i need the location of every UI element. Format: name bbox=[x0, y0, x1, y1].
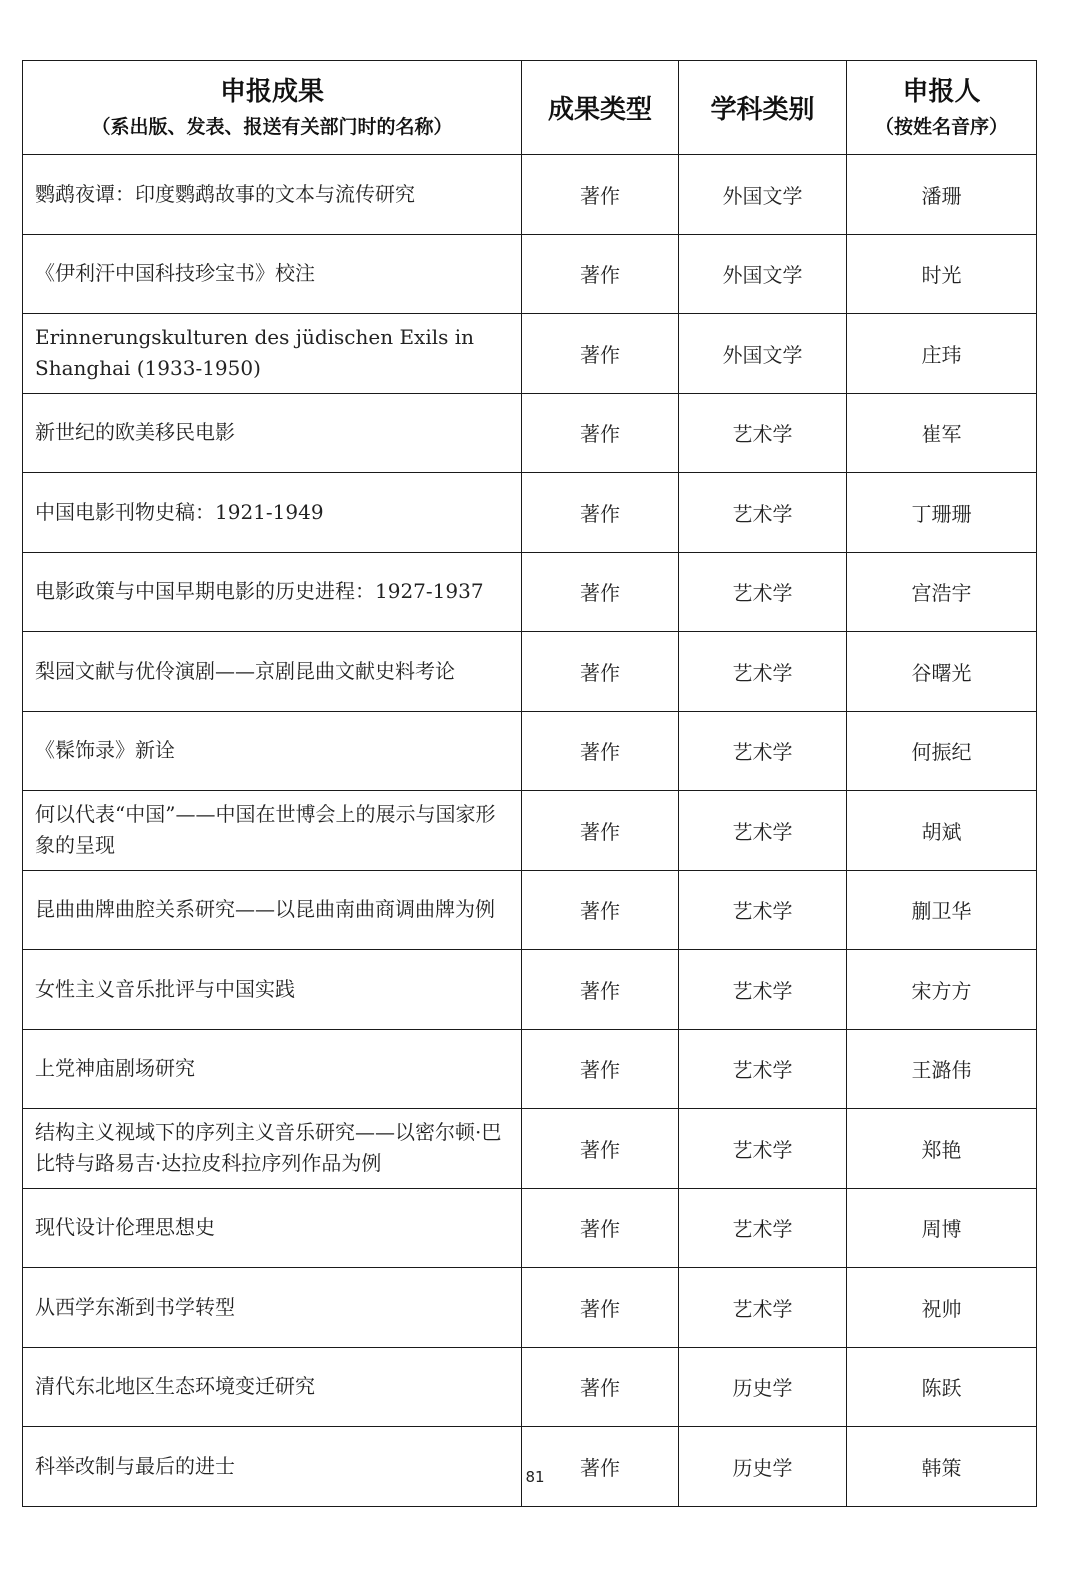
cell-type: 著作 bbox=[522, 950, 679, 1030]
table-row bbox=[23, 314, 1037, 394]
table-row bbox=[23, 1109, 1037, 1189]
cell-title: 新世纪的欧美移民电影 bbox=[23, 393, 522, 473]
cell-discipline: 外国文学 bbox=[679, 155, 847, 235]
header-applicant-main: 申报人 bbox=[902, 76, 981, 107]
cell-discipline: 艺术学 bbox=[679, 791, 847, 871]
cell-title: 现代设计伦理思想史 bbox=[23, 1188, 522, 1268]
cell-title: 中国电影刊物史稿：1921-1949 bbox=[23, 473, 522, 553]
table-row bbox=[23, 552, 1037, 632]
cell-discipline: 艺术学 bbox=[679, 473, 847, 553]
cell-applicant: 蒯卫华 bbox=[847, 870, 1037, 950]
cell-type: 著作 bbox=[522, 1427, 679, 1507]
cell-discipline: 艺术学 bbox=[679, 632, 847, 712]
cell-type: 著作 bbox=[522, 870, 679, 950]
table-row bbox=[23, 1188, 1037, 1268]
table-row bbox=[23, 1029, 1037, 1109]
cell-type: 著作 bbox=[522, 155, 679, 235]
cell-discipline: 历史学 bbox=[679, 1427, 847, 1507]
cell-title: 梨园文献与优伶演剧——京剧昆曲文献史料考论 bbox=[23, 632, 522, 712]
page-number: 81 bbox=[525, 1468, 545, 1486]
cell-applicant: 崔军 bbox=[847, 393, 1037, 473]
cell-type: 著作 bbox=[522, 393, 679, 473]
cell-title: 《伊利汗中国科技珍宝书》校注 bbox=[23, 234, 522, 314]
table-row bbox=[23, 632, 1037, 712]
cell-title: 从西学东渐到书学转型 bbox=[23, 1268, 522, 1348]
cell-title: 鹦鹉夜谭：印度鹦鹉故事的文本与流传研究 bbox=[23, 155, 522, 235]
table-row bbox=[23, 473, 1037, 553]
cell-applicant: 周博 bbox=[847, 1188, 1037, 1268]
cell-title: 电影政策与中国早期电影的历史进程：1927-1937 bbox=[23, 552, 522, 632]
cell-type: 著作 bbox=[522, 1188, 679, 1268]
cell-type: 著作 bbox=[522, 791, 679, 871]
table-row bbox=[23, 155, 1037, 235]
cell-applicant: 王潞伟 bbox=[847, 1029, 1037, 1109]
header-title-main: 申报成果 bbox=[219, 76, 324, 107]
cell-discipline: 艺术学 bbox=[679, 1188, 847, 1268]
cell-applicant: 祝帅 bbox=[847, 1268, 1037, 1348]
header-title bbox=[23, 61, 522, 155]
cell-applicant: 韩策 bbox=[847, 1427, 1037, 1507]
header-discipline: 学科类别 bbox=[679, 61, 847, 155]
cell-discipline: 艺术学 bbox=[679, 870, 847, 950]
cell-applicant: 郑艳 bbox=[847, 1109, 1037, 1189]
achievement-table bbox=[22, 60, 1037, 1507]
table-row bbox=[23, 711, 1037, 791]
cell-applicant: 陈跃 bbox=[847, 1347, 1037, 1427]
cell-applicant: 丁珊珊 bbox=[847, 473, 1037, 553]
cell-applicant: 何振纪 bbox=[847, 711, 1037, 791]
cell-applicant: 胡斌 bbox=[847, 791, 1037, 871]
cell-type: 著作 bbox=[522, 1347, 679, 1427]
cell-title: 《髹饰录》新诠 bbox=[23, 711, 522, 791]
table-row bbox=[23, 870, 1037, 950]
header-applicant bbox=[847, 61, 1037, 155]
header-type: 成果类型 bbox=[522, 61, 679, 155]
header-applicant-sub: （按姓名音序） bbox=[874, 115, 1008, 138]
cell-discipline: 历史学 bbox=[679, 1347, 847, 1427]
cell-applicant: 宫浩宇 bbox=[847, 552, 1037, 632]
table-row bbox=[23, 393, 1037, 473]
cell-discipline: 外国文学 bbox=[679, 234, 847, 314]
cell-applicant: 时光 bbox=[847, 234, 1037, 314]
header-title-sub: （系出版、发表、报送有关部门时的名称） bbox=[91, 115, 453, 138]
cell-discipline: 艺术学 bbox=[679, 711, 847, 791]
cell-applicant: 宋方方 bbox=[847, 950, 1037, 1030]
cell-title: 科举改制与最后的进士 bbox=[23, 1427, 522, 1507]
cell-discipline: 艺术学 bbox=[679, 950, 847, 1030]
cell-type: 著作 bbox=[522, 711, 679, 791]
table-row bbox=[23, 950, 1037, 1030]
cell-type: 著作 bbox=[522, 473, 679, 553]
cell-type: 著作 bbox=[522, 314, 679, 394]
table-header-row bbox=[23, 61, 1037, 155]
table-row bbox=[23, 1427, 1037, 1507]
cell-type: 著作 bbox=[522, 1109, 679, 1189]
cell-title: Erinnerungskulturen des jüdischen Exils in Shanghai (1933-1950) bbox=[23, 314, 522, 394]
cell-type: 著作 bbox=[522, 1029, 679, 1109]
cell-discipline: 艺术学 bbox=[679, 1109, 847, 1189]
cell-title: 结构主义视域下的序列主义音乐研究——以密尔顿·巴比特与路易吉·达拉皮科拉序列作品为例 bbox=[23, 1109, 522, 1189]
cell-type: 著作 bbox=[522, 1268, 679, 1348]
cell-discipline: 艺术学 bbox=[679, 393, 847, 473]
cell-applicant: 潘珊 bbox=[847, 155, 1037, 235]
cell-discipline: 艺术学 bbox=[679, 552, 847, 632]
cell-discipline: 艺术学 bbox=[679, 1029, 847, 1109]
cell-title: 清代东北地区生态环境变迁研究 bbox=[23, 1347, 522, 1427]
cell-title: 女性主义音乐批评与中国实践 bbox=[23, 950, 522, 1030]
cell-title: 何以代表“中国”——中国在世博会上的展示与国家形象的呈现 bbox=[23, 791, 522, 871]
cell-type: 著作 bbox=[522, 632, 679, 712]
cell-discipline: 外国文学 bbox=[679, 314, 847, 394]
table-row bbox=[23, 1268, 1037, 1348]
cell-applicant: 庄玮 bbox=[847, 314, 1037, 394]
cell-type: 著作 bbox=[522, 552, 679, 632]
cell-discipline: 艺术学 bbox=[679, 1268, 847, 1348]
table-row bbox=[23, 234, 1037, 314]
cell-title: 上党神庙剧场研究 bbox=[23, 1029, 522, 1109]
cell-applicant: 谷曙光 bbox=[847, 632, 1037, 712]
cell-title: 昆曲曲牌曲腔关系研究——以昆曲南曲商调曲牌为例 bbox=[23, 870, 522, 950]
table-row bbox=[23, 791, 1037, 871]
table-row bbox=[23, 1347, 1037, 1427]
cell-type: 著作 bbox=[522, 234, 679, 314]
